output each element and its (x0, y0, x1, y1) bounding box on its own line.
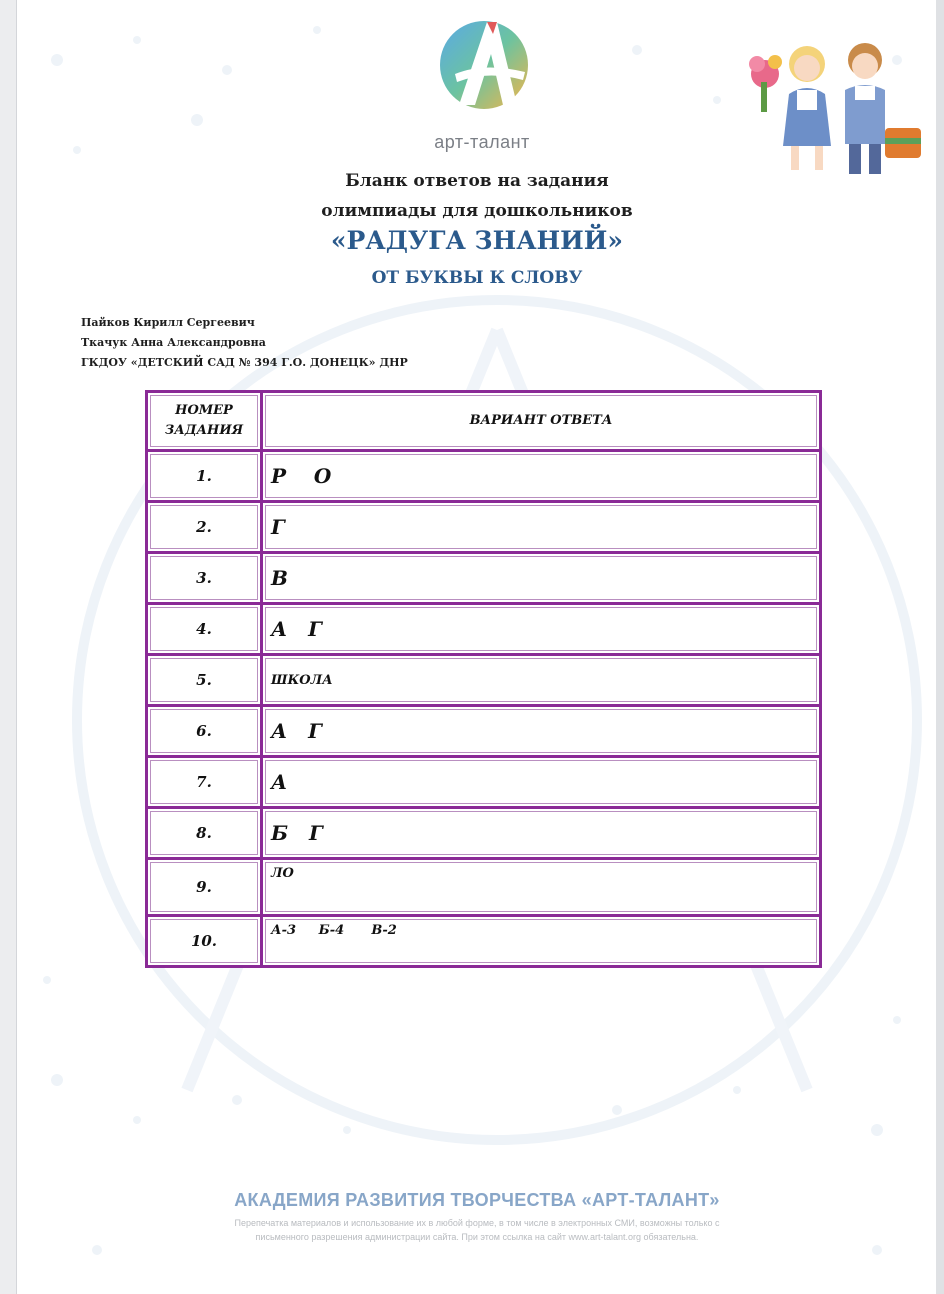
author-name-1: Пайков Кирилл Сергеевич (81, 316, 255, 329)
task-number: 3. (148, 554, 263, 602)
task-number: 8. (148, 809, 263, 857)
form-title-line2: олимпиады для дошкольников (321, 201, 633, 221)
column-header-answer: ВАРИАНТ ОТВЕТА (263, 393, 819, 449)
answer-cell: А-3 Б-4 В-2 (263, 917, 819, 965)
footer-note-line1: Перепечатка материалов и использование их в любой форме, в том числе в электронных СМИ, возможны только с (234, 1218, 720, 1228)
brand-name: арт-талант (434, 132, 530, 152)
task-number: 7. (148, 758, 263, 806)
answer-cell: А Г (263, 605, 819, 653)
form-title-line1: Бланк ответов на задания (345, 171, 609, 191)
task-number: 10. (148, 917, 263, 965)
viewer-right-gutter (936, 0, 944, 1294)
footer-note-line2: письменного разрешения администрации сайта. При этом ссылка на сайт www.art-talant.org обязательна. (255, 1232, 699, 1242)
school-children-illustration-icon (735, 34, 925, 184)
footer-academy-title: АКАДЕМИЯ РАЗВИТИЯ ТВОРЧЕСТВА «АРТ-ТАЛАНТ» (234, 1190, 720, 1210)
answer-cell: В (263, 554, 819, 602)
answer-cell: ШКОЛА (263, 656, 819, 704)
table-row (148, 554, 819, 605)
task-number: 5. (148, 656, 263, 704)
table-row (148, 503, 819, 554)
table-row (148, 605, 819, 656)
art-talant-logo-icon (429, 10, 539, 120)
task-number: 9. (148, 860, 263, 914)
table-row (148, 758, 819, 809)
table-row (148, 452, 819, 503)
answers-table (145, 390, 822, 968)
task-number: 1. (148, 452, 263, 500)
author-name-2: Ткачук Анна Александровна (81, 336, 266, 349)
table-row (148, 809, 819, 860)
table-row (148, 917, 819, 965)
answer-cell: А (263, 758, 819, 806)
answer-cell: Б Г (263, 809, 819, 857)
table-header-row (148, 393, 819, 452)
institution-name: ГКДОУ «ДЕТСКИЙ САД № 394 Г.О. ДОНЕЦК» ДНР (81, 356, 408, 369)
table-row (148, 860, 819, 917)
task-number: 6. (148, 707, 263, 755)
answer-cell: Г (263, 503, 819, 551)
task-number: 2. (148, 503, 263, 551)
answer-cell: А Г (263, 707, 819, 755)
footer-copyright-note (117, 1216, 837, 1244)
table-row (148, 656, 819, 707)
column-header-number: НОМЕР ЗАДАНИЯ (148, 393, 263, 449)
document-page (16, 0, 937, 1294)
task-number: 4. (148, 605, 263, 653)
olympiad-name: «РАДУГА ЗНАНИЙ» (330, 226, 624, 255)
olympiad-subtitle: ОТ БУКВЫ К СЛОВУ (371, 268, 583, 288)
table-row (148, 707, 819, 758)
answer-cell: ЛО (263, 860, 819, 914)
answer-cell: Р О (263, 452, 819, 500)
